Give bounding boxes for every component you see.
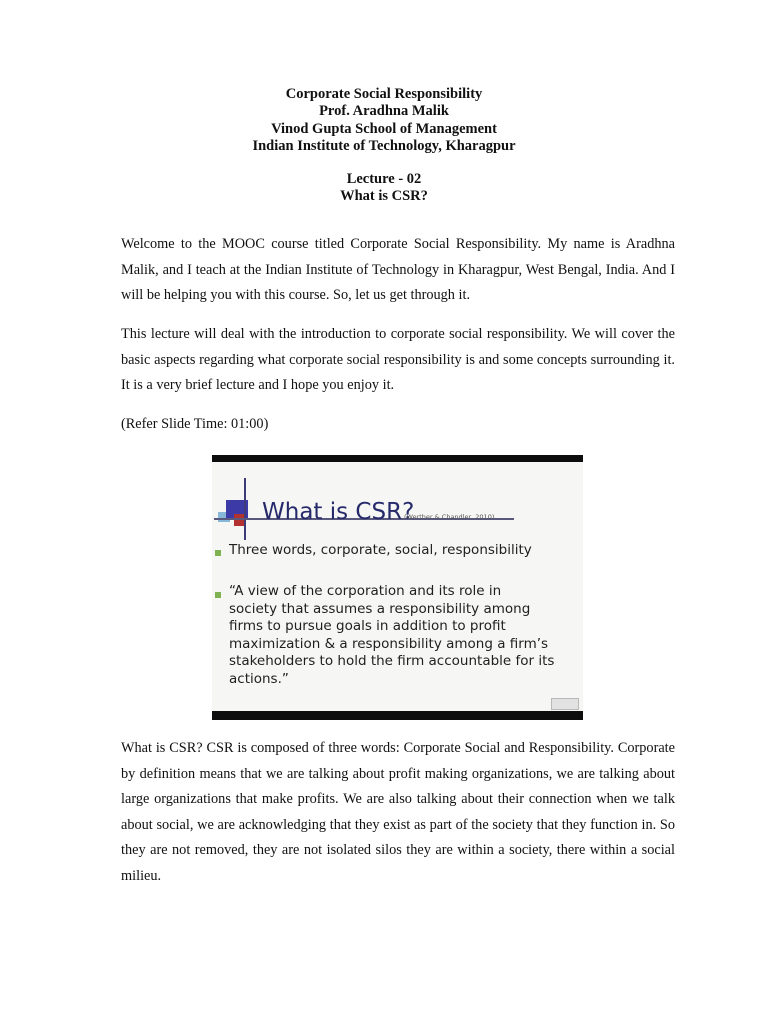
lecture-slide-image — [212, 455, 583, 720]
course-title: Corporate Social Responsibility — [285, 86, 483, 102]
slide-canvas — [212, 462, 583, 711]
slide-bullet-2-line: maximization & a responsibility among a firm’s — [229, 635, 549, 652]
slide-bullet-2-line: actions.” — [229, 670, 289, 687]
slide-bullet-2-line: society that assumes a responsibility among — [229, 600, 531, 617]
lecture-title: What is CSR? — [340, 188, 428, 205]
lecture-number: Lecture - 02 — [346, 171, 422, 187]
intro-paragraph: Welcome to the MOOC course titled Corporate Social Responsibility. My name is Aradhna Malik, and I teach at the Indian Institute of Technology in Kharagpur, West Bengal, India. And I will be helping you with this course. So, let us get through it. — [121, 236, 675, 304]
slide-logo — [551, 698, 579, 710]
bullet-icon — [215, 592, 221, 598]
slide-bullet-2-line: “A view of the corporation and its role in — [229, 583, 502, 599]
slide-reference: (Refer Slide Time: 01:00) — [121, 416, 269, 432]
slide-bullet-2-line: stakeholders to hold the firm accountable for its — [229, 653, 555, 669]
explanation-paragraph: What is CSR? CSR is composed of three words: Corporate Social and Responsibility. Corporate by definition means that we are talking about profit making organizations, we are talking about large organizations that make profits. We are also talking about their connection when we talk about social, we are acknowledging that they exist as part of the society that they function in. So they are not removed, they are not isolated silos they are within a society, there within a social milieu. — [121, 740, 675, 884]
slide-bullet-1: Three words, corporate, social, responsibility — [229, 542, 532, 558]
institute-name: Indian Institute of Technology, Kharagpur — [252, 137, 516, 154]
slide-decoration-vertical-line — [244, 478, 246, 540]
overview-paragraph: This lecture will deal with the introduction to corporate social responsibility. We will cover the basic aspects regarding what corporate social responsibility is and some concepts surrounding it. It is a very brief lecture and I hope you enjoy it. — [121, 326, 675, 394]
bullet-icon — [215, 550, 221, 556]
professor-name: Prof. Aradhna Malik — [319, 103, 449, 120]
slide-bullet-2 — [229, 583, 554, 688]
school-name: Vinod Gupta School of Management — [271, 120, 497, 137]
slide-citation: (Werther & Chandler, 2010) — [404, 513, 495, 521]
slide-bullet-2-line: firms to pursue goals in addition to profit — [229, 618, 506, 634]
slide-title: What is CSR? — [262, 499, 415, 525]
lecture-heading — [0, 171, 768, 206]
document-header — [0, 86, 768, 155]
